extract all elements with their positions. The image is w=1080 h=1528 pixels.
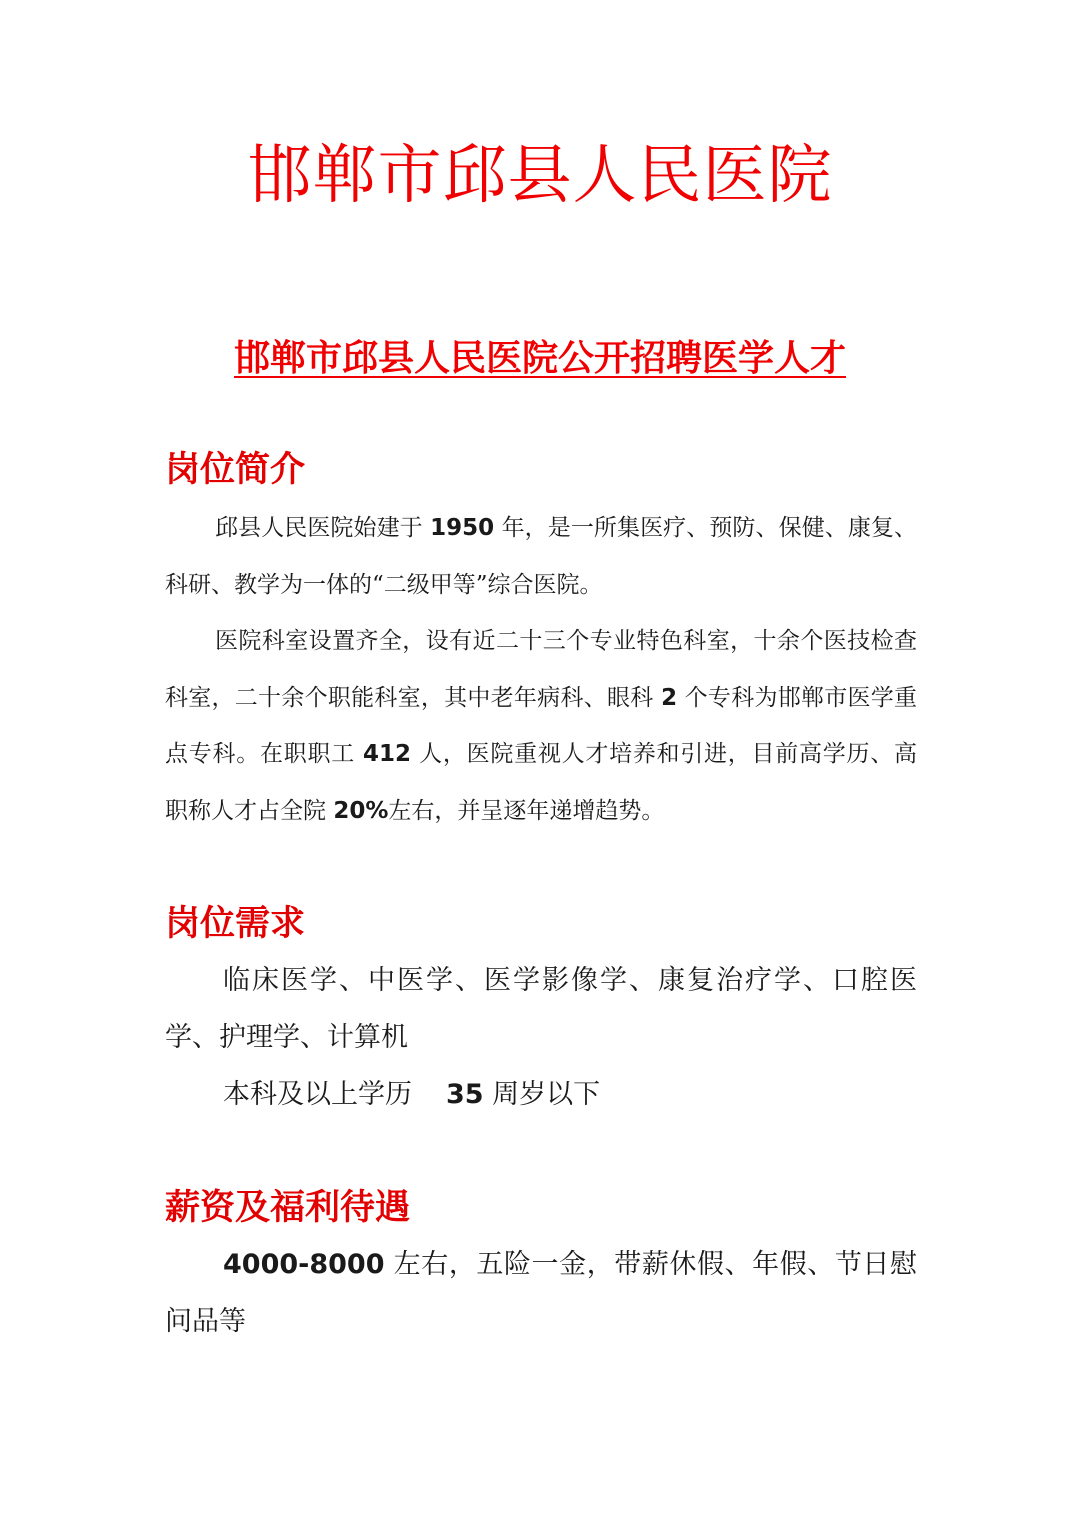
subtitle-text: 邯郸市邱县人民医院公开招聘医学人才: [233, 337, 846, 379]
intro-p2-text-4: 左右，并呈逐年递增趋势。: [388, 797, 665, 824]
age-limit-text: 周岁以下: [492, 1079, 601, 1110]
age-limit-number: 35: [446, 1079, 484, 1110]
document-subtitle: [0, 336, 1080, 380]
intro-paragraph-2: [165, 613, 917, 839]
intro-p1-text-1: 邱县人民医院始建于: [215, 515, 423, 541]
education-text: 本科及以上学历: [223, 1079, 412, 1110]
benefits-text: 左右，五险一金，带薪休假、年假、节日慰问品等: [165, 1249, 918, 1337]
requirements-majors: 临床医学、中医学、医学影像学、康复治疗学、口腔医学、护理学、计算机: [165, 965, 917, 1053]
benefits-paragraph: [165, 1236, 917, 1350]
intro-p2-text-3: 人，医院重视人才培养和引进，目前高学历、高职称人才占全院: [165, 741, 918, 824]
intro-paragraph-1: [165, 500, 917, 613]
staff-count: 412: [363, 741, 412, 767]
talent-percentage: 20%: [333, 797, 389, 824]
intro-p2-text-1: 医院科室设置齐全，设有近二十三个专业特色科室，十余个医技检查科室，二十余个职能科室，其中老年病科、眼科: [165, 628, 917, 711]
requirements-education-age: [165, 1066, 917, 1123]
intro-p1-text-2: 年，是一所集医疗、预防、保健、康复、科研、教学为一体的“二级甲等”综合医院。: [165, 515, 918, 598]
section-heading-requirements: 岗位需求: [165, 903, 306, 944]
intro-p2-text-2: 个专科为邯郸市医学重点专科。在职职工: [165, 684, 918, 767]
key-specialty-count: 2: [661, 684, 678, 711]
section-heading-benefits: 薪资及福利待遇: [165, 1187, 411, 1228]
document-title: 邯郸市邱县人民医院: [247, 139, 833, 213]
salary-range: 4000-8000: [223, 1249, 385, 1280]
founding-year: 1950: [430, 515, 495, 541]
section-heading-intro: 岗位简介: [165, 449, 306, 490]
